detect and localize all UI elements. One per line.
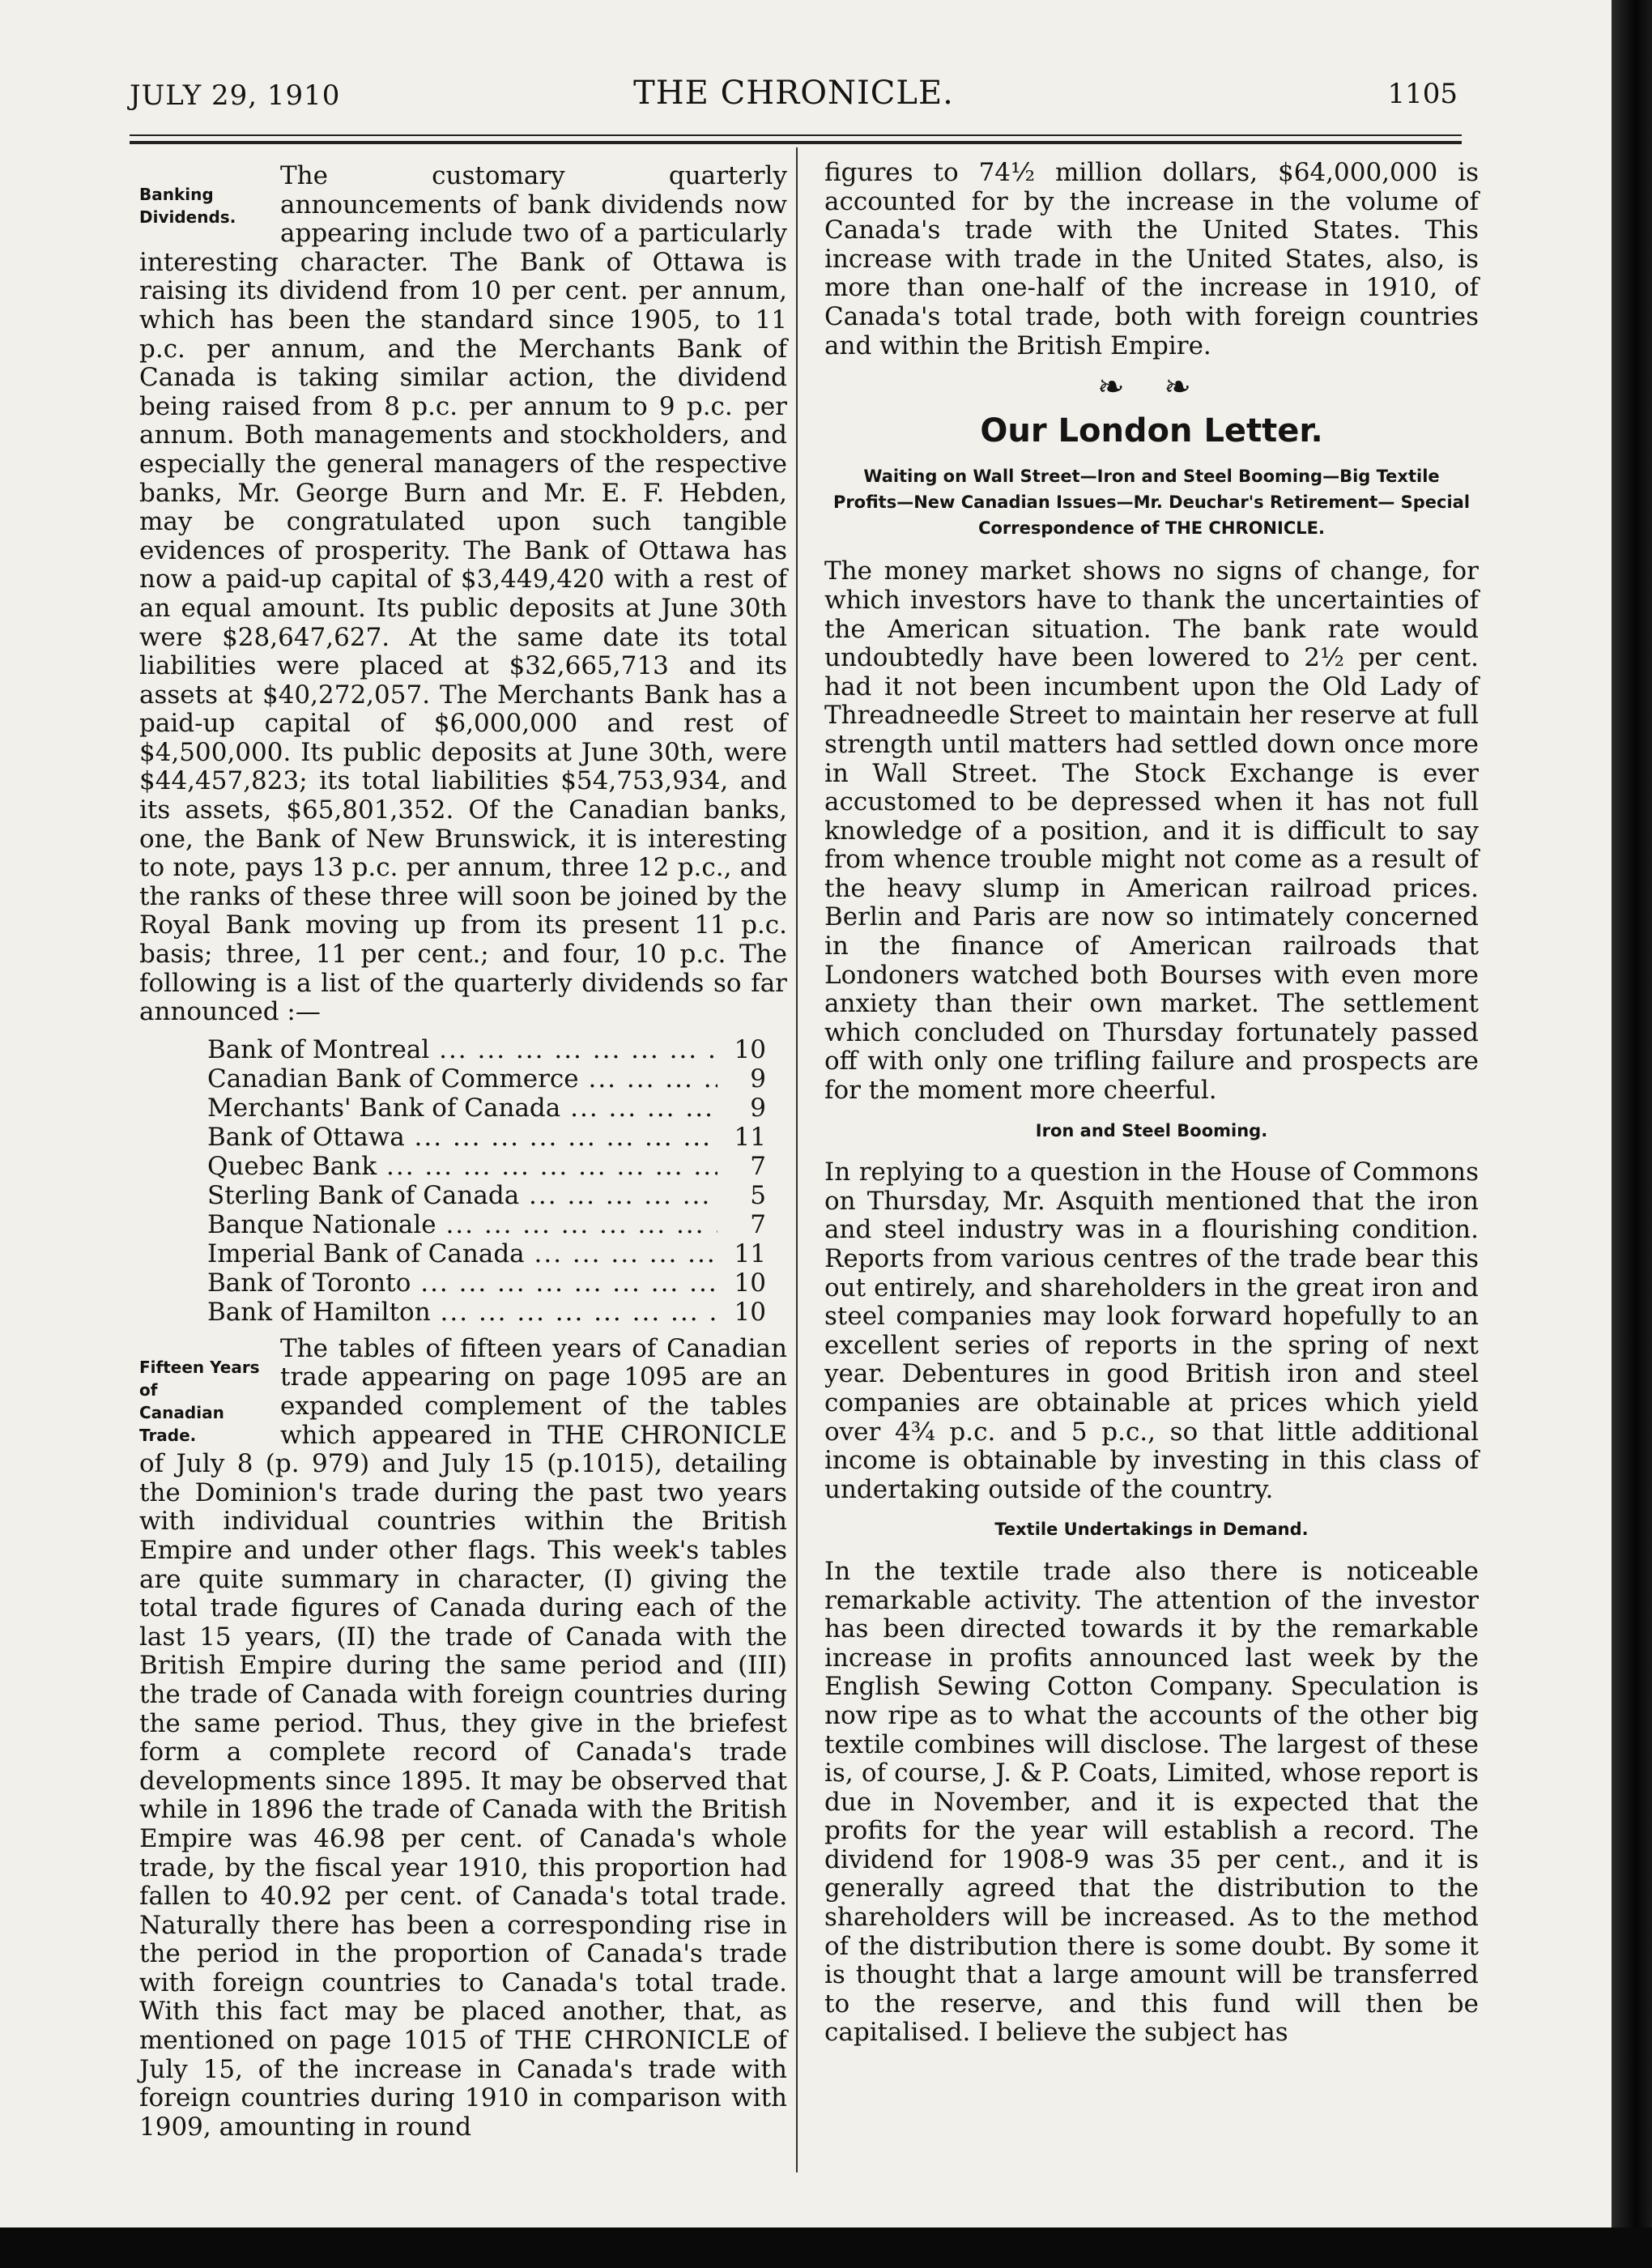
dividend-row xyxy=(207,1094,766,1123)
textile-text: In the textile trade also there is noticeable remarkable activity. The attention of the investor has been directed towards it by the remarkable increase in profits announced last week by the English Sewing Cotton Company. Speculation is now ripe as to what the accounts of the other big textile combines will disclose. The largest of these is, of course, J. & P. Coats, Limited, whose report is due in November, and it is expected that the profits for the year will establish a record. The dividend for 1908-9 was 35 per cent., and it is generally agreed that the distribution to the shareholders will be increased. As to the method of the distribution there is some doubt. By some it is thought that a large amount will be transferred to the reserve, and this fund will then be capitalised. I believe the subject has xyxy=(824,1556,1479,2048)
dividend-rate: 5 xyxy=(750,1180,766,1210)
iron-steel-text: In replying to a question in the House of Commons on Thursday, Mr. Asquith mentioned that the iron and steel industry was in a flourishing condition. Reports from various centres of the trade bear this out entirely, and shareholders in the great iron and steel companies may look forward hopefully to an excellent series of reports in the spring of next year. Debentures in good British iron and steel companies are obtainable at prices which yield over 4¾ p.c. and 5 p.c., so that little additional income is obtainable by investing in this class of undertaking outside of the country. xyxy=(824,1157,1479,1504)
dividend-row xyxy=(207,1298,766,1327)
scan-bottom-edge xyxy=(0,2228,1652,2268)
side-label-line: Fifteen Years of xyxy=(139,1357,260,1400)
dividend-bank-name: Banque Nationale ... . xyxy=(207,1210,717,1239)
header-rule-thick xyxy=(130,141,1462,144)
dividend-rate: 11 xyxy=(734,1122,766,1152)
page-number: 1105 xyxy=(1387,78,1458,110)
london-letter-subtitle: Waiting on Wall Street—Iron and Steel Booming—Big Textile Profits—New Canadian Issues—Mr. Deuchar's Retirement— Special Correspondence of THE CHRONICLE. xyxy=(832,467,1471,539)
side-label-line: Banking xyxy=(139,185,214,204)
dividend-row xyxy=(207,1035,766,1064)
fifteen-years-text: The tables of fifteen years of Canadian trade appearing on page 1095 are an expanded complement of the tables which appeared in THE CHRONICLE of July 8 (p. 979) and July 15 (p.1015), detailing the Dominion's trade during the past two years with individual countries within the British Empire and under other flags. This week's tables are quite summary in character, (I) giving the total trade figures of Canada during each of the last 15 years, (II) the trade of Canada with the British Empire during the same period and (III) the trade of Canada with foreign countries during the same period. Thus, they give in the briefest form a complete record of Canada's trade developments since 1895. It may be observed that while in 1896 the trade of Canada with the British Empire was 46.98 per cent. of Canada's whole trade, by the fiscal year 1910, this proportion had fallen to 40.92 per cent. of Canada's total trade. Naturally there has been a corresponding rise in the period in the proportion of Canada's trade with foreign countries to Canada's total trade. With this fact may be placed another, that, as mentioned on page 1015 of THE CHRONICLE of July 15, of the increase in Canada's trade with foreign countries during 1910 in comparison with 1909, amounting in round xyxy=(139,1333,787,2142)
left-column xyxy=(139,162,787,2142)
dividend-row xyxy=(207,1268,766,1298)
dividends-table xyxy=(207,1035,766,1327)
right-column xyxy=(824,159,1479,2048)
dividend-row xyxy=(207,1239,766,1268)
dividend-rate: 10 xyxy=(734,1297,766,1327)
dividend-row xyxy=(207,1210,766,1239)
dividend-row xyxy=(207,1181,766,1210)
dividend-row xyxy=(207,1064,766,1094)
side-label-line: Canadian Trade. xyxy=(139,1402,224,1445)
publication-title: THE CHRONICLE. xyxy=(633,75,954,112)
london-letter-title: Our London Letter. xyxy=(980,411,1323,450)
dividend-bank-name: Sterling Bank of Canada ... . xyxy=(207,1181,717,1210)
textile-heading: Textile Undertakings in Demand. xyxy=(994,1520,1309,1540)
dividend-bank-name: Quebec Bank ... . xyxy=(207,1152,717,1181)
dividend-bank-name: Bank of Hamilton ... . xyxy=(207,1298,717,1327)
dividend-rate: 10 xyxy=(734,1034,766,1064)
dividend-rate: 10 xyxy=(734,1268,766,1298)
side-label-line: Dividends. xyxy=(139,207,236,227)
issue-date: JULY 29, 1910 xyxy=(130,79,341,112)
banking-dividends-article xyxy=(139,162,787,1027)
banking-dividends-side-label xyxy=(139,183,269,228)
dividend-rate: 7 xyxy=(750,1209,766,1239)
dividend-row xyxy=(207,1123,766,1152)
dividend-bank-name: Canadian Bank of Commerce ... . xyxy=(207,1064,717,1094)
fifteen-years-article xyxy=(139,1335,787,2142)
book-binding-edge xyxy=(1612,0,1652,2268)
fifteen-years-side-label xyxy=(139,1356,269,1447)
dividend-rate: 7 xyxy=(750,1151,766,1181)
dividend-bank-name: Bank of Montreal ... . xyxy=(207,1035,717,1064)
dividend-bank-name: Imperial Bank of Canada ... . xyxy=(207,1239,717,1268)
dividend-rate: 9 xyxy=(750,1093,766,1123)
trade-continuation-text: figures to 74½ million dollars, $64,000,000 is accounted for by the increase in the volume of Canada's trade with the United States. This increase with trade in the United States, also, is more than one-half of the increase in 1910, of Canada's total trade, both with foreign countries and within the British Empire. xyxy=(824,158,1479,360)
dividend-bank-name: Bank of Toronto ... . xyxy=(207,1268,717,1298)
banking-dividends-text: The customary quarterly announcements of bank dividends now appearing include two of a particularly interesting character. The Bank of Ottawa is raising its dividend from 10 per cent. per annum, which has been the standard since 1905, to 11 p.c. per annum, and the Merchants Bank of Canada is taking similar action, the dividend being raised from 8 p.c. per annum to 9 p.c. per annum. Both managements and stockholders, and especially the general managers of the respective banks, Mr. George Burn and Mr. E. F. Hebden, may be congratulated upon such tangible evidences of prosperity. The Bank of Ottawa has now a paid-up capital of $3,449,420 with a rest of an equal amount. Its public deposits at June 30th were $28,647,627. At the same date its total liabilities were placed at $32,665,713 and its assets at $40,272,057. The Merchants Bank has a paid-up capital of $6,000,000 and rest of $4,500,000. Its public deposits at June 30th, were $44,457,823; its total liabilities $54,753,934, and its assets, $65,801,352. Of the Canadian banks, one, the Bank of New Brunswick, it is interesting to note, pays 13 p.c. per annum, three 12 p.c., and the ranks of these three will soon be joined by the Royal Bank moving up from its present 11 p.c. basis; three, 11 per cent.; and four, 10 p.c. The following is a list of the quarterly dividends so far announced :— xyxy=(139,161,787,1027)
header-rule-thin xyxy=(130,134,1462,136)
page-header xyxy=(130,71,1458,120)
iron-steel-heading: Iron and Steel Booming. xyxy=(1035,1120,1268,1140)
dividend-bank-name: Bank of Ottawa ... . xyxy=(207,1123,717,1152)
dividend-bank-name: Merchants' Bank of Canada ... . xyxy=(207,1094,717,1123)
column-divider xyxy=(796,147,798,2172)
dividend-rate: 11 xyxy=(734,1238,766,1268)
section-ornament: ❧ ❧ xyxy=(1097,369,1206,407)
london-letter-intro: The money market shows no signs of change, for which investors have to thank the uncertainties of the American situation. The bank rate would undoubtedly have been lowered to 2½ per cent. had it not been incumbent upon the Old Lady of Threadneedle Street to maintain her reserve at full strength until matters had settled down once more in Wall Street. The Stock Exchange is ever accustomed to be depressed when it has not full knowledge of a position, and it is difficult to say from whence trouble might not come as a result of the heavy slump in American railroad prices. Berlin and Paris are now so intimately concerned in the finance of American railroads that Londoners watched both Bourses with even more anxiety than their own market. The settlement which concluded on Thursday fortunately passed off with only one trifling failure and prospects are for the moment more cheerful. xyxy=(824,556,1479,1106)
dividend-rate: 9 xyxy=(750,1064,766,1094)
dividend-row xyxy=(207,1152,766,1181)
